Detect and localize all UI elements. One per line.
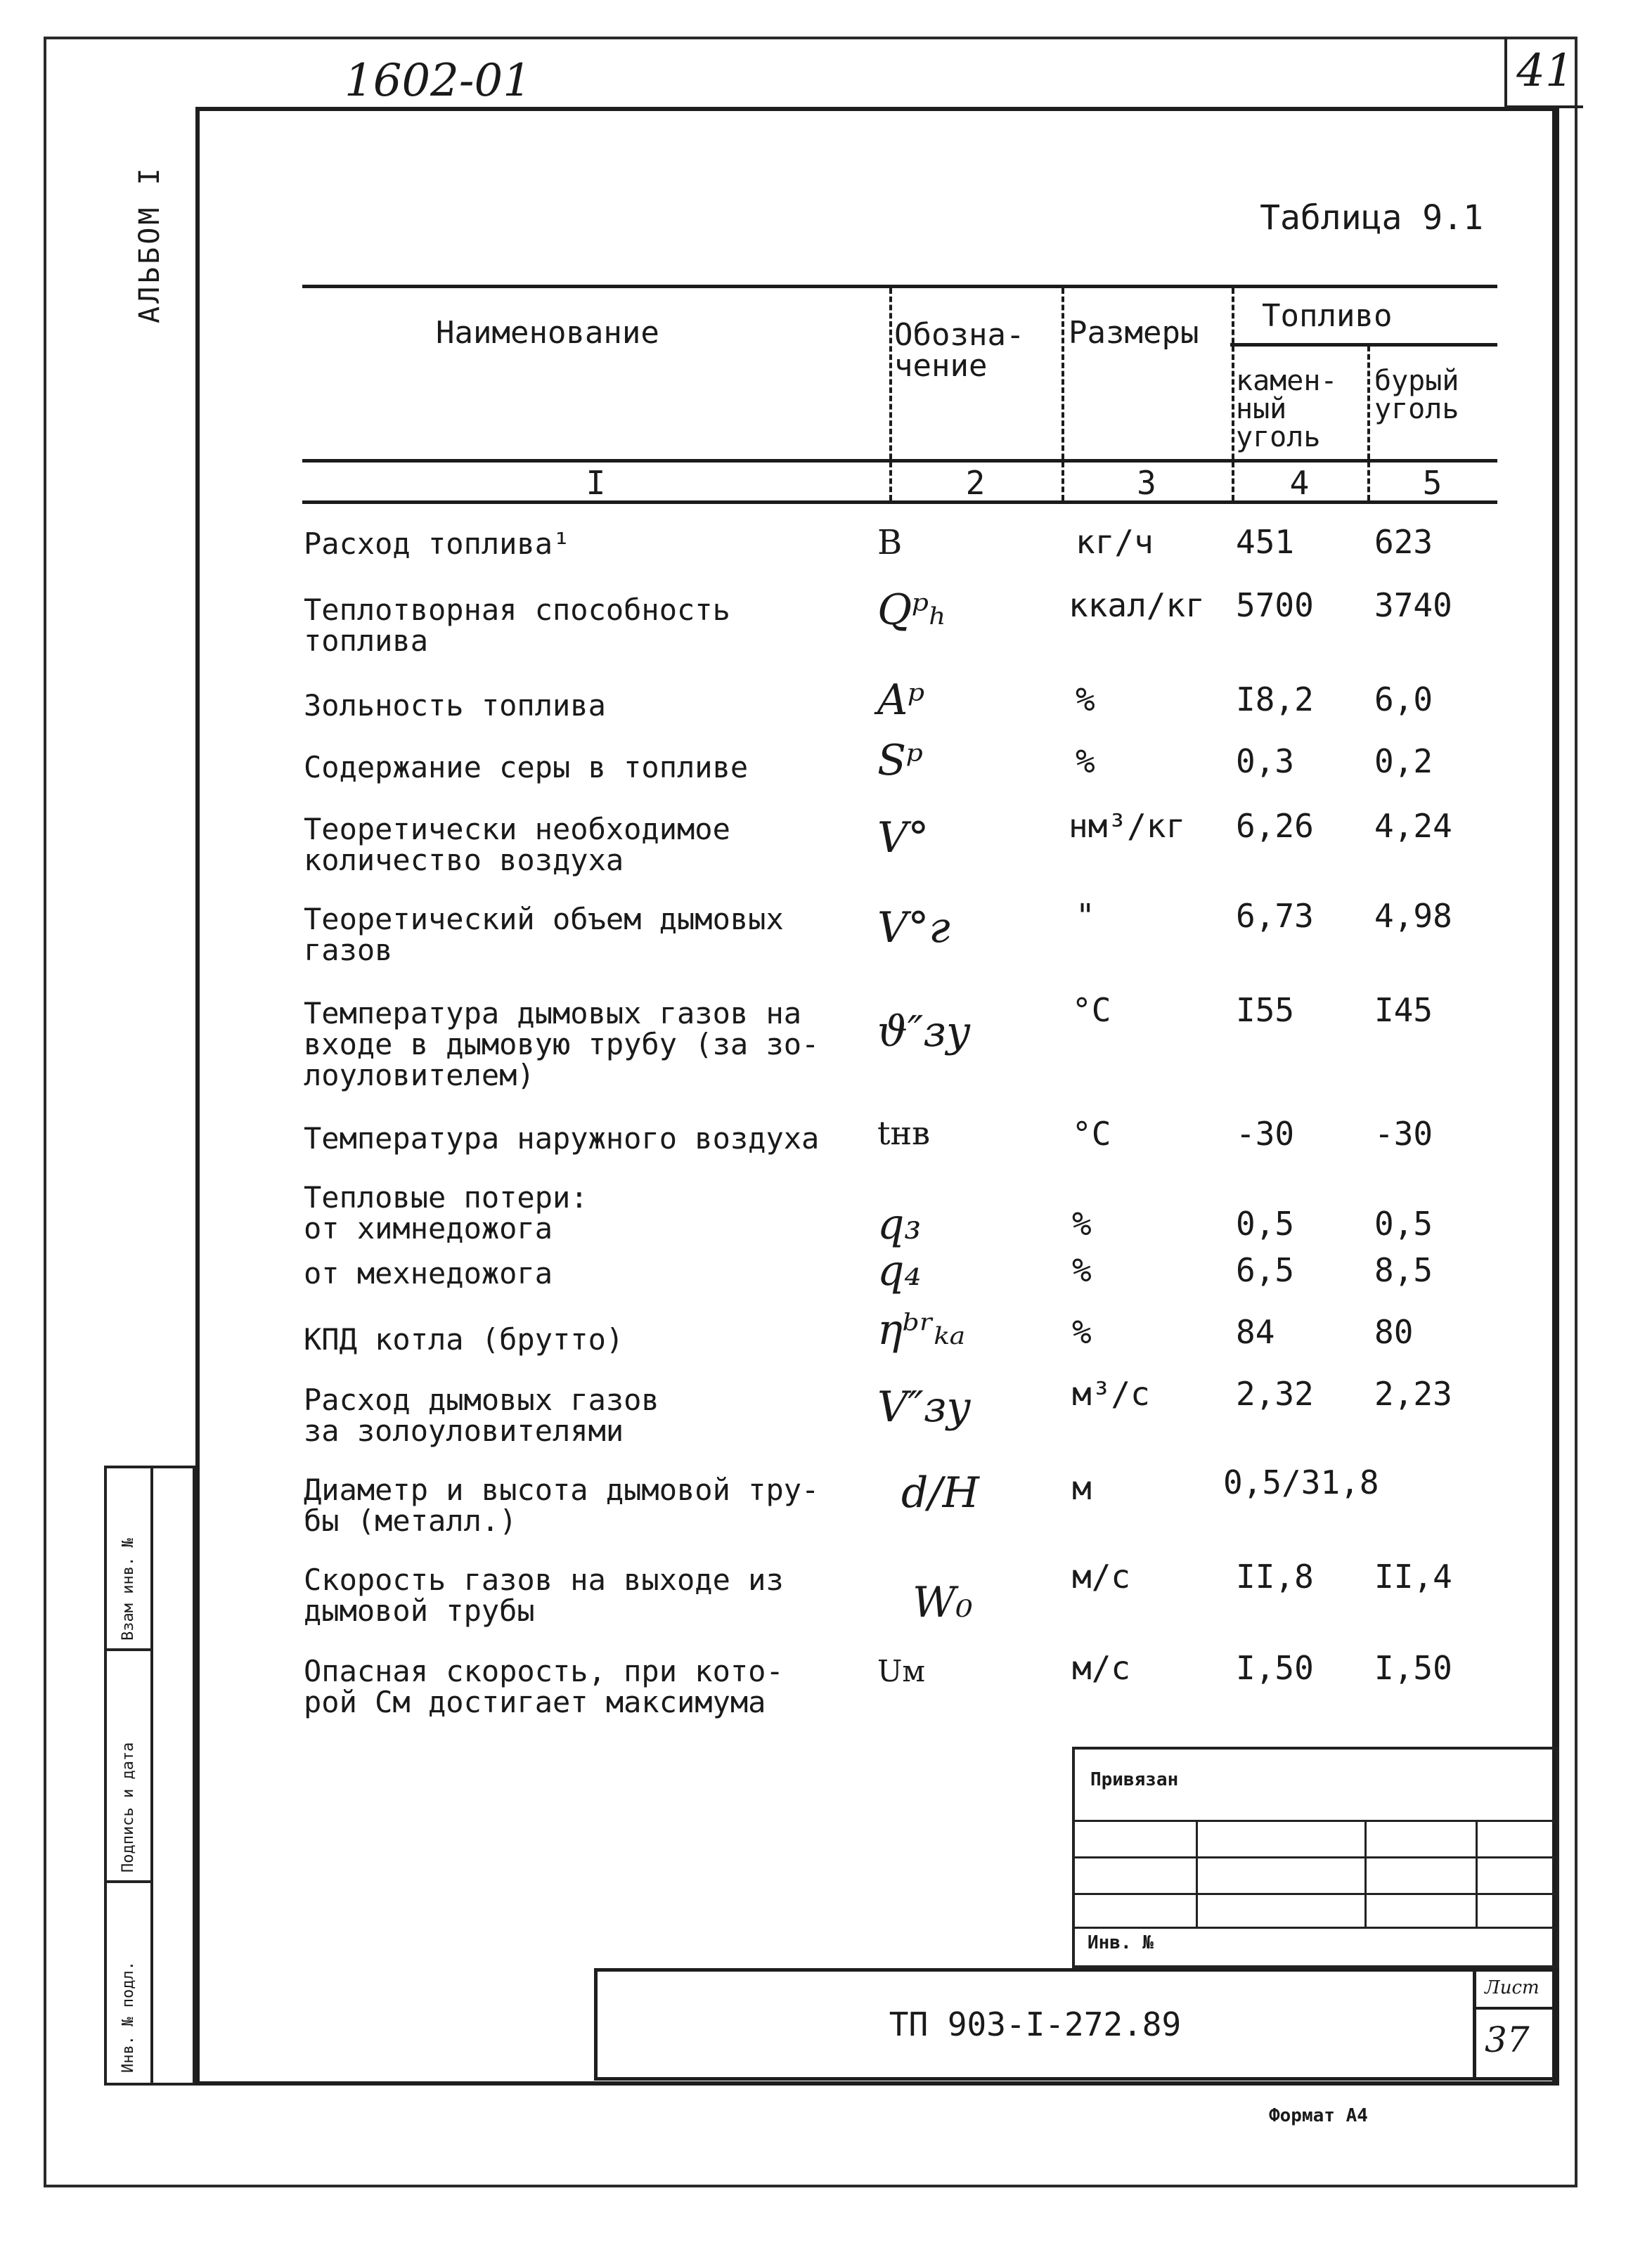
row-hard-coal: -30 xyxy=(1236,1115,1295,1153)
row-units: м xyxy=(1072,1469,1092,1507)
row-brown-coal: 3740 xyxy=(1374,586,1452,624)
row-name: Опасная скорость, при кото- рой См достигает максимума xyxy=(304,1654,784,1719)
row-units: % xyxy=(1072,1251,1092,1289)
sheet-divider xyxy=(1473,1972,1476,2077)
row-units: % xyxy=(1072,1313,1092,1351)
header-top-rule xyxy=(302,285,1497,288)
row-brown-coal: 80 xyxy=(1374,1313,1414,1351)
row-hard-coal: I,50 xyxy=(1236,1649,1314,1687)
binding-stamp xyxy=(1072,1747,1559,1968)
row-name: Диаметр и высота дымовой тру- бы (металл.) xyxy=(304,1473,820,1538)
row-designation: ϑ″зу xyxy=(877,1007,971,1056)
doc-code: ТП 903-I-272.89 xyxy=(889,2005,1182,2043)
stamp-rule-1 xyxy=(1075,1820,1556,1822)
row-name: Теплотворная способность топлива xyxy=(304,593,730,658)
row-designation: q₄ xyxy=(877,1246,922,1295)
header-designation: Обозна- чение xyxy=(894,317,1025,384)
row-designation: V″зу xyxy=(877,1383,972,1432)
stamp-rule-2 xyxy=(1075,1856,1556,1858)
row-designation: d/H xyxy=(901,1468,979,1518)
header-name: Наименование xyxy=(436,315,659,351)
row-brown-coal: 2,23 xyxy=(1374,1375,1452,1413)
page-number: 41 xyxy=(1504,37,1583,108)
side-cell-1 xyxy=(107,1468,150,1651)
stamp-col-2 xyxy=(1364,1820,1367,1927)
stamp-col-1 xyxy=(1196,1820,1198,1927)
row-hard-coal: 2,32 xyxy=(1236,1375,1314,1413)
stamp-col-3 xyxy=(1476,1820,1478,1927)
row-designation: V°г xyxy=(877,903,950,952)
row-units: °C xyxy=(1072,991,1111,1029)
row-hard-coal: I8,2 xyxy=(1236,680,1314,718)
header-mid-rule xyxy=(302,459,1497,463)
table-caption: Таблица 9.1 xyxy=(1260,198,1483,238)
side-cell-2 xyxy=(107,1651,150,1883)
row-hard-coal: 451 xyxy=(1236,523,1295,561)
row-hard-coal: 5700 xyxy=(1236,586,1314,624)
row-hard-coal: 0,5 xyxy=(1236,1205,1295,1243)
row-name: Содержание серы в топливе xyxy=(304,750,749,784)
row-units: м/с xyxy=(1072,1558,1131,1596)
row-brown-coal: I45 xyxy=(1374,991,1433,1029)
row-units: °C xyxy=(1072,1115,1111,1153)
header-units: Размеры xyxy=(1069,315,1199,351)
sheet-label: Лист xyxy=(1485,1977,1540,1998)
sheet-rule xyxy=(1476,2007,1559,2010)
row-name: Тепловые потери: от химнедожога xyxy=(304,1180,588,1246)
row-hard-coal: 6,73 xyxy=(1236,897,1314,935)
row-units: м/с xyxy=(1072,1649,1131,1687)
row-name: Зольность топлива xyxy=(304,688,606,723)
row-designation: Uм xyxy=(877,1654,926,1688)
header-fuel: Топливо xyxy=(1262,298,1393,334)
row-units: кг/ч xyxy=(1076,523,1154,561)
side-divider xyxy=(150,1468,153,2083)
row-name: Расход топлива¹ xyxy=(304,526,571,561)
row-designation: Aᵖ xyxy=(877,675,925,725)
row-brown-coal: I,50 xyxy=(1374,1649,1452,1687)
row-hard-coal: 0,3 xyxy=(1236,742,1295,780)
side-label-2: Подпись и дата xyxy=(120,1742,137,1873)
side-label-1: Взам инв. № xyxy=(120,1538,137,1641)
row-brown-coal: 8,5 xyxy=(1374,1251,1433,1289)
side-cell-3 xyxy=(107,1883,150,2083)
row-name: Температура наружного воздуха xyxy=(304,1121,820,1156)
row-brown-coal: -30 xyxy=(1374,1115,1433,1153)
row-brown-coal: II,4 xyxy=(1374,1558,1452,1596)
row-designation: Sᵖ xyxy=(877,736,924,785)
row-hard-coal: 6,26 xyxy=(1236,807,1314,845)
row-name: от мехнедожога xyxy=(304,1256,553,1291)
header-hard-coal: камен- ный уголь xyxy=(1236,365,1338,453)
stamp-inv-no: Инв. № xyxy=(1088,1932,1154,1953)
row-units: ккал/кг xyxy=(1069,586,1205,624)
row-name: Расход дымовых газов за золоуловителями xyxy=(304,1383,659,1448)
row-brown-coal: 4,98 xyxy=(1374,897,1452,935)
row-name: Температура дымовых газов на входе в дымовую трубу (за зо- лоуловителем) xyxy=(304,996,820,1092)
col-number-4: 4 xyxy=(1289,464,1310,502)
row-units: % xyxy=(1076,742,1095,780)
row-designation: B xyxy=(877,523,903,562)
stamp-privyazan: Привязан xyxy=(1090,1769,1179,1790)
row-units: " xyxy=(1076,897,1095,935)
row-brown-coal: 4,24 xyxy=(1374,807,1452,845)
col-number-2: 2 xyxy=(965,464,986,502)
hand-number: 1602-01 xyxy=(344,55,531,107)
side-stamp xyxy=(104,1466,195,2086)
col-number-3: 3 xyxy=(1137,464,1156,502)
row-name: Теоретический объем дымовых газов xyxy=(304,902,784,967)
row-units: % xyxy=(1076,680,1095,718)
row-name: КПД котла (брутто) xyxy=(304,1322,624,1357)
row-hard-coal: 0,5/31,8 xyxy=(1223,1463,1379,1501)
side-label-3: Инв. № подл. xyxy=(120,1961,137,2073)
fuel-sub-rule xyxy=(1230,343,1497,347)
format-label: Формат А4 xyxy=(1269,2105,1368,2126)
stamp-rule-3 xyxy=(1075,1893,1556,1895)
row-brown-coal: 623 xyxy=(1374,523,1433,561)
row-designation: W₀ xyxy=(912,1578,973,1627)
row-brown-coal: 6,0 xyxy=(1374,680,1433,718)
sheet-number: 37 xyxy=(1485,2019,1530,2060)
row-hard-coal: I55 xyxy=(1236,991,1295,1029)
header-brown-coal: бурый уголь xyxy=(1374,365,1459,425)
row-name: Скорость газов на выходе из дымовой трубы xyxy=(304,1563,784,1628)
row-designation: q₃ xyxy=(877,1200,922,1249)
row-hard-coal: 6,5 xyxy=(1236,1251,1295,1289)
row-units: % xyxy=(1072,1205,1092,1243)
row-brown-coal: 0,2 xyxy=(1374,742,1433,780)
row-designation: V° xyxy=(877,813,929,862)
row-brown-coal: 0,5 xyxy=(1374,1205,1433,1243)
row-designation: Qᵖₕ xyxy=(877,586,948,635)
row-hard-coal: 84 xyxy=(1236,1313,1275,1351)
album-label: АЛЬБОМ I xyxy=(134,165,166,323)
col-number-5: 5 xyxy=(1422,464,1443,502)
row-units: нм³/кг xyxy=(1069,807,1186,845)
title-block xyxy=(594,1968,1559,2081)
row-hard-coal: II,8 xyxy=(1236,1558,1314,1596)
row-designation: tнв xyxy=(877,1114,931,1152)
col-number-1: I xyxy=(586,464,606,502)
row-name: Теоретически необходимое количество воздуха xyxy=(304,812,730,877)
row-units: м³/с xyxy=(1072,1375,1150,1413)
stamp-rule-4 xyxy=(1075,1927,1556,1929)
row-designation: ηᵇʳₖₐ xyxy=(877,1305,966,1354)
